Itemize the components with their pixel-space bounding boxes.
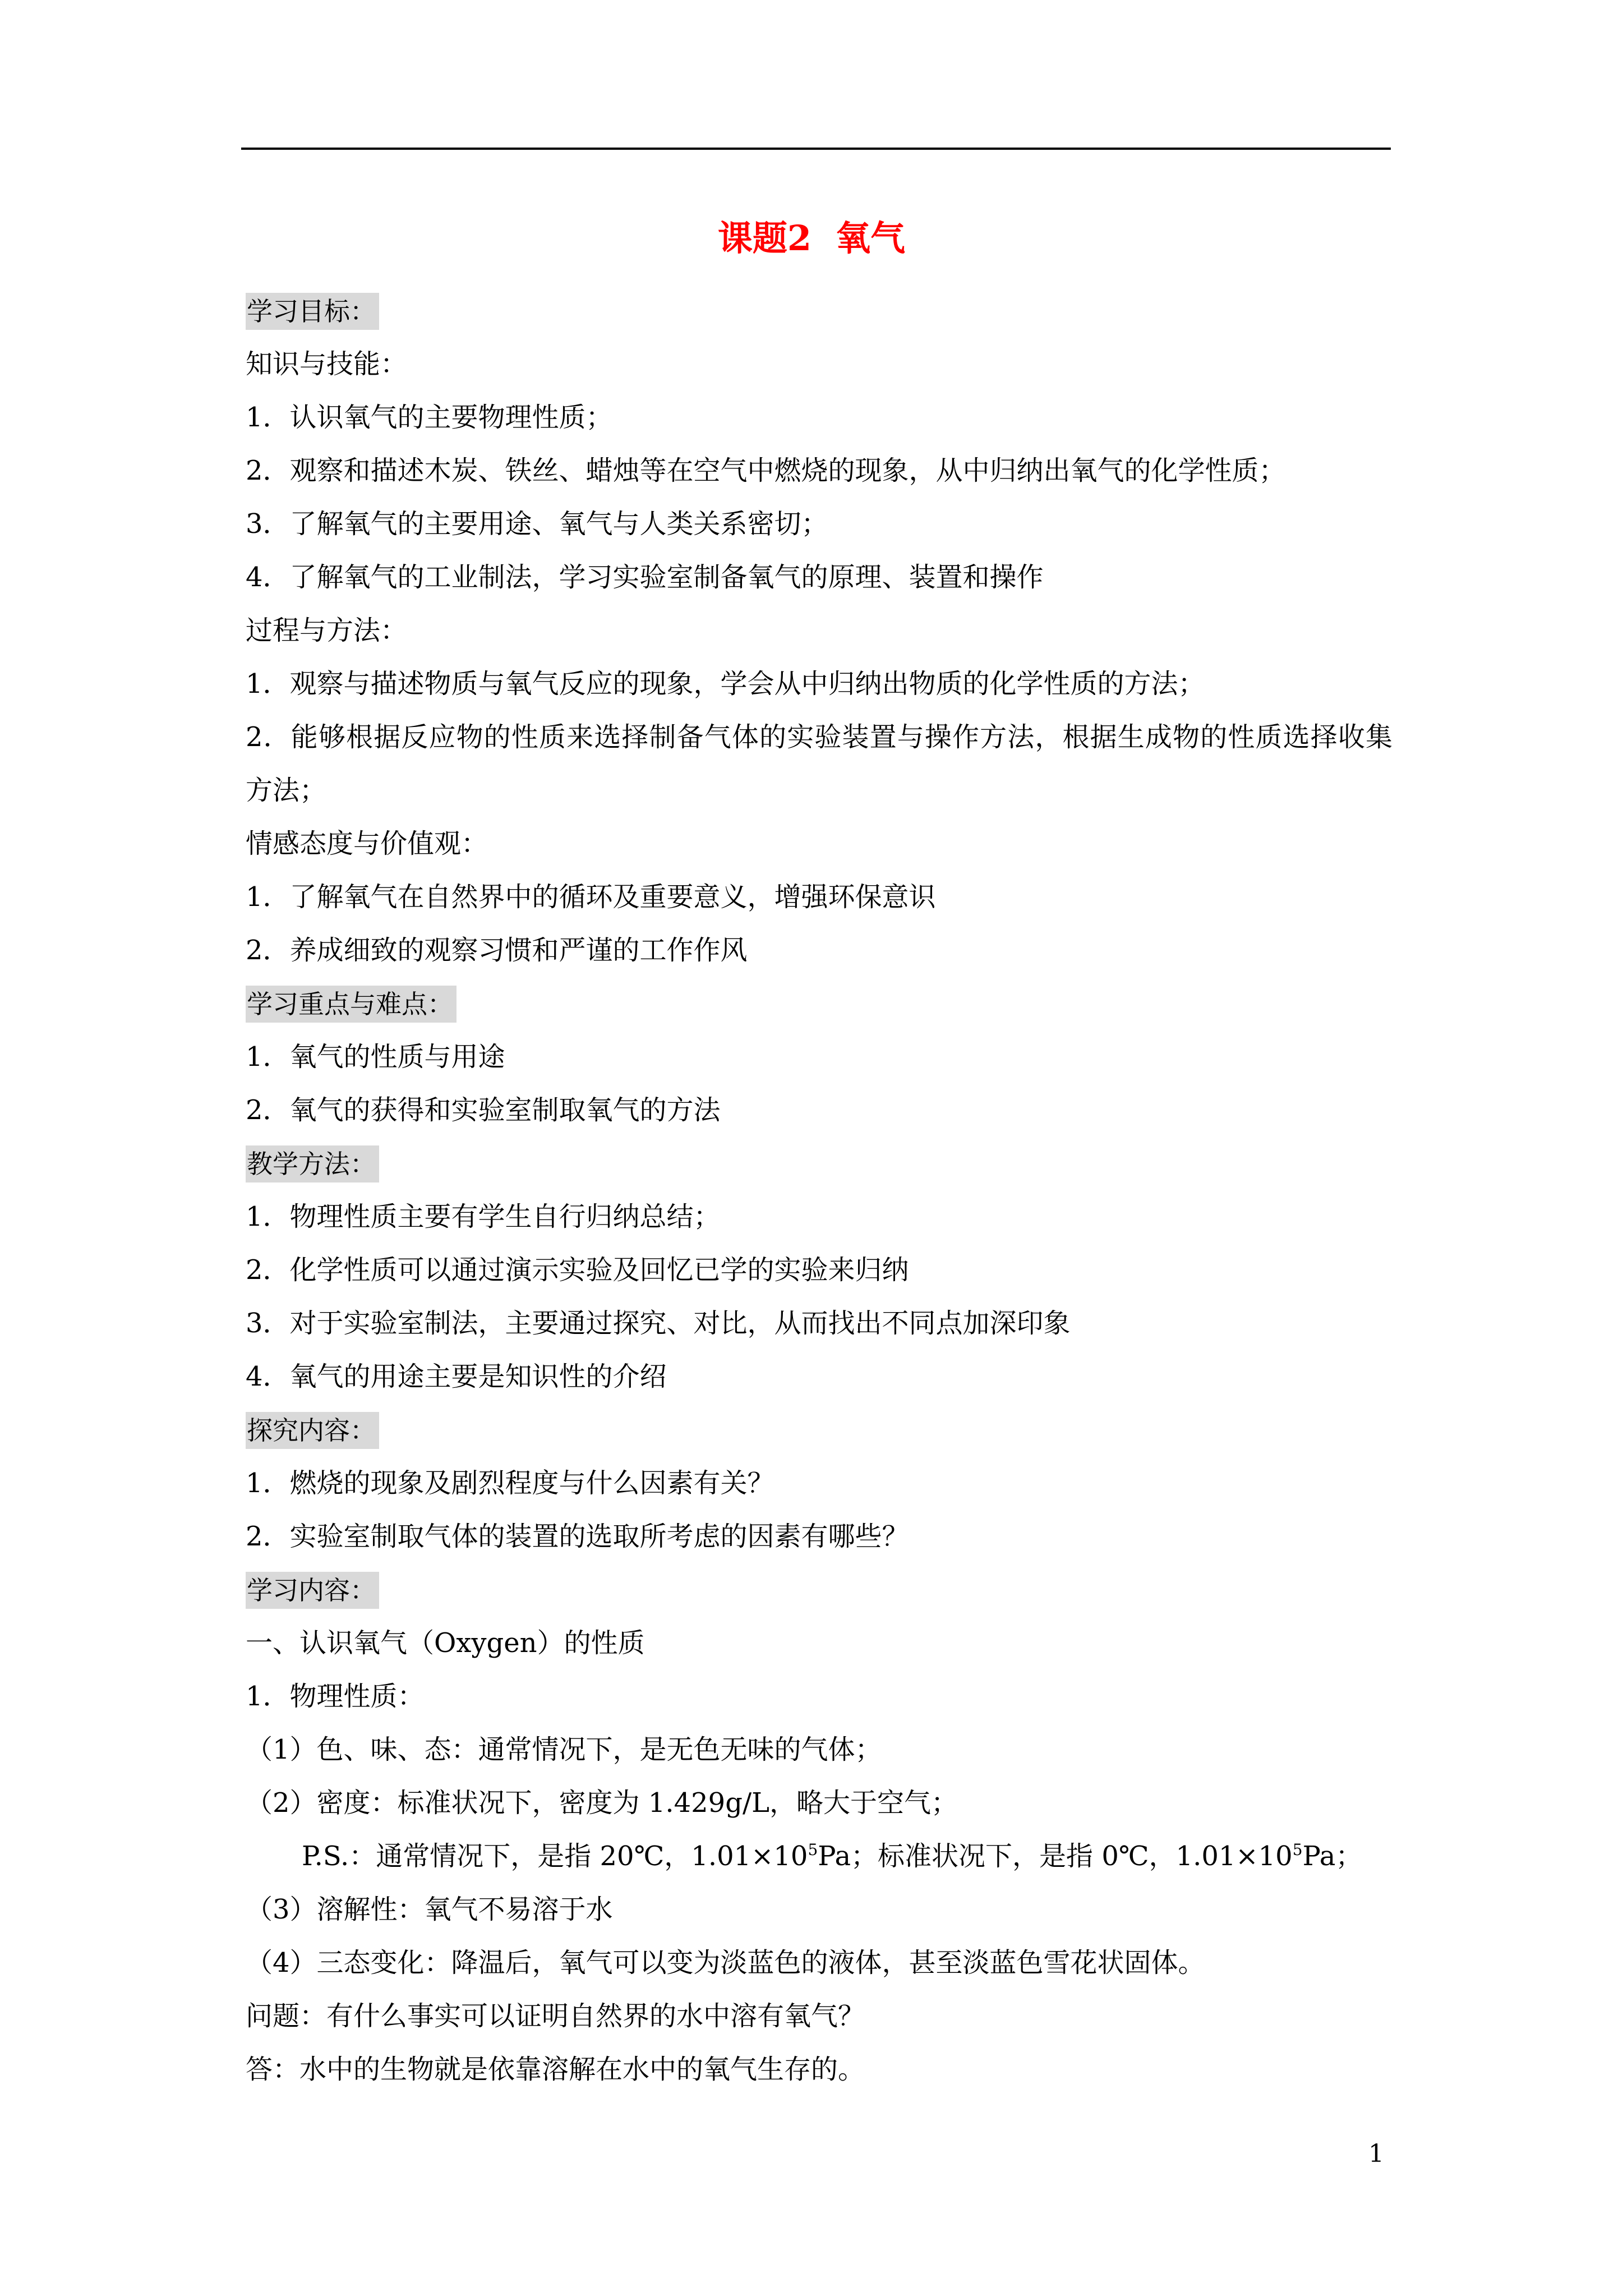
content-section-title: 一、认识氧气（Oxygen）的性质: [246, 1627, 645, 1659]
header-rule: [241, 148, 1391, 150]
page-title: 课题2 氧气: [717, 218, 906, 259]
list-item: 1．物理性质主要有学生自行归纳总结；: [246, 1201, 721, 1232]
list-item: 2．化学性质可以通过演示实验及回忆已学的实验来归纳: [246, 1254, 909, 1286]
property-color: （1）色、味、态：通常情况下，是无色无味的气体；: [246, 1734, 882, 1765]
list-item: 3．了解氧气的主要用途、氧气与人类关系密切；: [246, 508, 828, 540]
property-solubility: （3）溶解性：氧气不易溶于水: [246, 1894, 613, 1925]
page-number: 1: [1368, 2139, 1384, 2168]
subheading-knowledge: 知识与技能：: [246, 348, 408, 380]
physical-properties-label: 1．物理性质：: [246, 1681, 425, 1712]
list-item: 1．氧气的性质与用途: [246, 1041, 505, 1073]
list-item: 1．认识氧气的主要物理性质；: [246, 402, 613, 433]
property-state-change: （4）三态变化：降温后，氧气可以变为淡蓝色的液体，甚至淡蓝色雪花状固体。: [246, 1947, 1205, 1978]
section-heading-inquiry: 探究内容：: [246, 1404, 1393, 1457]
property-density: （2）密度：标准状况下，密度为 1.429g/L，略大于空气；: [246, 1787, 958, 1819]
list-item: 3．对于实验室制法，主要通过探究、对比，从而找出不同点加深印象: [246, 1308, 1071, 1339]
section-heading-content: 学习内容：: [246, 1563, 1393, 1617]
section-heading-objectives: 学习目标：: [246, 284, 1393, 338]
list-item: 2．能够根据反应物的性质来选择制备气体的实验装置与操作方法，根据生成物的性质选择收集方法；: [246, 721, 1393, 806]
list-item: 1．了解氧气在自然界中的循环及重要意义，增强环保意识: [246, 881, 936, 913]
list-item: 2．实验室制取气体的装置的选取所考虑的因素有哪些？: [246, 1521, 909, 1552]
list-item: 2．观察和描述木炭、铁丝、蜡烛等在空气中燃烧的现象，从中归纳出氧气的化学性质；: [246, 455, 1286, 486]
list-item: 1．观察与描述物质与氧气反应的现象，学会从中归纳出物质的化学性质的方法；: [246, 668, 1205, 700]
list-item: 1．燃烧的现象及剧烈程度与什么因素有关？: [246, 1467, 774, 1499]
section-heading-key-points: 学习重点与难点：: [246, 977, 1393, 1030]
section-heading-methods: 教学方法：: [246, 1137, 1393, 1190]
answer: 答：水中的生物就是依靠溶解在水中的氧气生存的。: [246, 2054, 865, 2085]
document-body: [246, 284, 1393, 2096]
question: 问题：有什么事实可以证明自然界的水中溶有氧气？: [246, 2000, 865, 2032]
subheading-attitude: 情感态度与价值观：: [246, 828, 488, 859]
subheading-process: 过程与方法：: [246, 615, 408, 646]
list-item: 4．了解氧气的工业制法，学习实验室制备氧气的原理、装置和操作: [246, 562, 1044, 593]
list-item: 2．氧气的获得和实验室制取氧气的方法: [246, 1094, 721, 1126]
list-item: 4．氧气的用途主要是知识性的介绍: [246, 1361, 667, 1392]
ps-note: P.S.：通常情况下，是指 20℃，$1.01\times 10^5Pa$；标准状况下，是指 0℃，$1.01\times 10^5Pa$；: [302, 1841, 1363, 1872]
list-item: 2．养成细致的观察习惯和严谨的工作作风: [246, 935, 748, 966]
